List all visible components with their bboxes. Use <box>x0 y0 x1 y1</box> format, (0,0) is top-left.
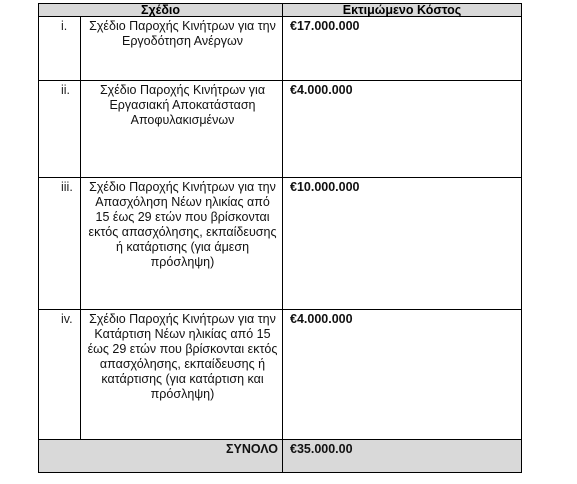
table-row <box>39 310 522 440</box>
plan-description: Σχέδιο Παροχής Κινήτρων για την Κατάρτιση Νέων ηλικίας από 15 έως 29 ετών που βρίσκονται εκτός απασχόλησης, εκπαίδευσης ή κατάρτισης (για κατάρτιση και πρόσληψη) <box>81 310 283 440</box>
table-row <box>39 81 522 178</box>
total-amount: €35.000.00 <box>283 440 522 473</box>
header-plan: Σχέδιο <box>39 4 283 17</box>
total-row <box>39 440 522 473</box>
plan-cost: €4.000.000 <box>283 81 522 178</box>
plan-cost: €4.000.000 <box>283 310 522 440</box>
row-number: iv. <box>39 310 81 440</box>
plan-description: Σχέδιο Παροχής Κινήτρων για την Απασχόληση Νέων ηλικίας από 15 έως 29 ετών που βρίσκονται εκτός απασχόλησης, εκπαίδευσης ή κατάρτισης (για άμεση πρόσληψη) <box>81 178 283 310</box>
total-label: ΣΥΝΟΛΟ <box>39 440 283 473</box>
row-number: i. <box>39 17 81 81</box>
plan-description: Σχέδιο Παροχής Κινήτρων για Εργασιακή Αποκατάσταση Αποφυλακισμένων <box>81 81 283 178</box>
header-estimated-cost: Εκτιμώμενο Κόστος <box>283 4 522 17</box>
plan-description: Σχέδιο Παροχής Κινήτρων για την Εργοδότηση Ανέργων <box>81 17 283 81</box>
plan-cost: €17.000.000 <box>283 17 522 81</box>
cost-table <box>38 3 522 473</box>
row-number: iii. <box>39 178 81 310</box>
plan-cost: €10.000.000 <box>283 178 522 310</box>
table-header-row <box>39 4 522 17</box>
table-row <box>39 17 522 81</box>
table-row <box>39 178 522 310</box>
row-number: ii. <box>39 81 81 178</box>
